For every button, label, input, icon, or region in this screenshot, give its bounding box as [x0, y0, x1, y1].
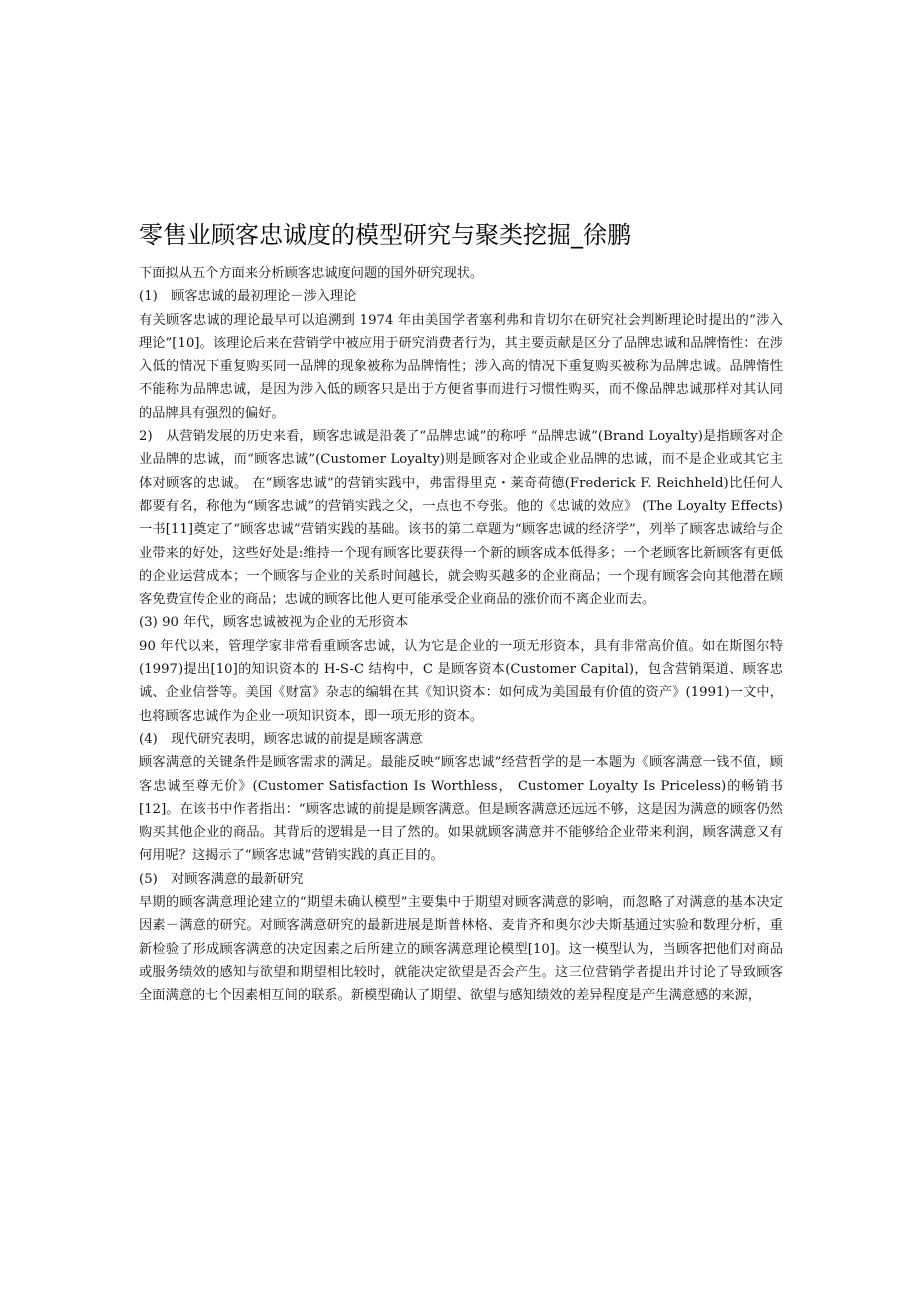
section-5-heading: (5) 对顾客满意的最新研究	[139, 871, 304, 887]
section-4-heading: (4) 现代研究表明，顾客忠诚的前提是顾客满意	[139, 731, 423, 747]
intro-paragraph: 下面拟从五个方面来分析顾客忠诚度问题的国外研究现状。	[139, 266, 484, 281]
section-1-heading: (1) 顾客忠诚的最初理论－涉入理论	[139, 289, 357, 305]
section-2-body: 2) 从营销发展的历史来看，顾客忠诚是沿袭了“品牌忠诚”的称呼 “品牌忠诚”(Brand Loyalty)是指顾客对企业品牌的忠诚，而“顾客忠诚”(Customer Loyalty)则是顾客对企业或企业品牌的忠诚，而不是企业或其它主体对顾客的忠诚。 在“顾客忠诚”的营销实践中，弗雷得里克・莱奇荷德(Frederick F. Reichheld)比任何人都要有名，称他为“顾客忠诚”的营销实践之父，一点也不夸张。他的《忠诚的效应》 (The Loyalty Effects)一书[11]奠定了“顾客忠诚”营销实践的基础。该书的第二章题为“顾客忠诚的经济学”，列举了顾客忠诚给与企业带来的好处，这些好处是:维持一个现有顾客比要获得一个新的顾客成本低得多；一个老顾客比新顾客有更低的企业运营成本；一个顾客与企业的关系时间越长，就会购买越多的企业商品；一个现有顾客会向其他潜在顾客免费宣传企业的商品；忠诚的顾客比他人更可能承受企业商品的涨价而不离企业而去。	[139, 429, 783, 608]
document-page	[139, 218, 783, 1008]
section-4-body: 顾客满意的关键条件是顾客需求的满足。最能反映“顾客忠诚”经营哲学的是一本题为《顾客满意一钱不值，顾客忠诚至尊无价》(Customer Satisfaction Is Worthless， Customer Loyalty Is Priceless)的畅销书[12]。在该书中作者指出：“顾客忠诚的前提是顾客满意。但是顾客满意还远远不够，这是因为满意的顾客仍然购买其他企业的商品。其背后的逻辑是一目了然的。如果就顾客满意并不能够给企业带来利润，顾客满意又有何用呢？这揭示了“顾客忠诚”营销实践的真正目的。	[139, 755, 783, 864]
section-5-body: 早期的顾客满意理论建立的“期望未确认模型”主要集中于期望对顾客满意的影响，而忽略了对满意的基本决定因素－满意的研究。对顾客满意研究的最新进展是斯普林格、麦肯齐和奥尔沙夫斯基通过实验和数理分析，重新检验了形成顾客满意的决定因素之后所建立的顾客满意理论模型[10]。这一模型认为，当顾客把他们对商品或服务绩效的感知与欲望和期望相比较时，就能决定欲望是否会产生。这三位营销学者提出并讨论了导致顾客全面满意的七个因素相互间的联系。新模型确认了期望、欲望与感知绩效的差异程度是产生满意感的来源，	[139, 895, 783, 1004]
section-1-body: 有关顾客忠诚的理论最早可以追溯到 1974 年由美国学者塞利弗和肯切尔在研究社会判断理论时提出的“涉入理论”[10]。该理论后来在营销学中被应用于研究消费者行为，其主要贡献是区分了品牌忠诚和品牌惰性：在涉入低的情况下重复购买同一品牌的现象被称为品牌惰性；涉入高的情况下重复购买被称为品牌忠诚。品牌惰性不能称为品牌忠诚，是因为涉入低的顾客只是出于方便省事而进行习惯性购买，而不像品牌忠诚那样对其认同的品牌具有强烈的偏好。	[139, 312, 783, 421]
document-title: 零售业顾客忠诚度的模型研究与聚类挖掘_徐鹏	[139, 221, 631, 249]
section-3-body: 90 年代以来，管理学家非常看重顾客忠诚，认为它是企业的一项无形资本，具有非常高价值。如在斯图尔特(1997)提出[10]的知识资本的 H-S-C 结构中，C 是顾客资本(Customer Capital)，包含营销渠道、顾客忠诚、企业信誉等。美国《财富》杂志的编辑在其《知识资本：如何成为美国最有价值的资产》(1991)一文中，也将顾客忠诚作为企业一项知识资本，即一项无形的资本。	[139, 638, 783, 724]
section-3-heading: (3) 90 年代，顾客忠诚被视为企业的无形资本	[139, 615, 409, 631]
